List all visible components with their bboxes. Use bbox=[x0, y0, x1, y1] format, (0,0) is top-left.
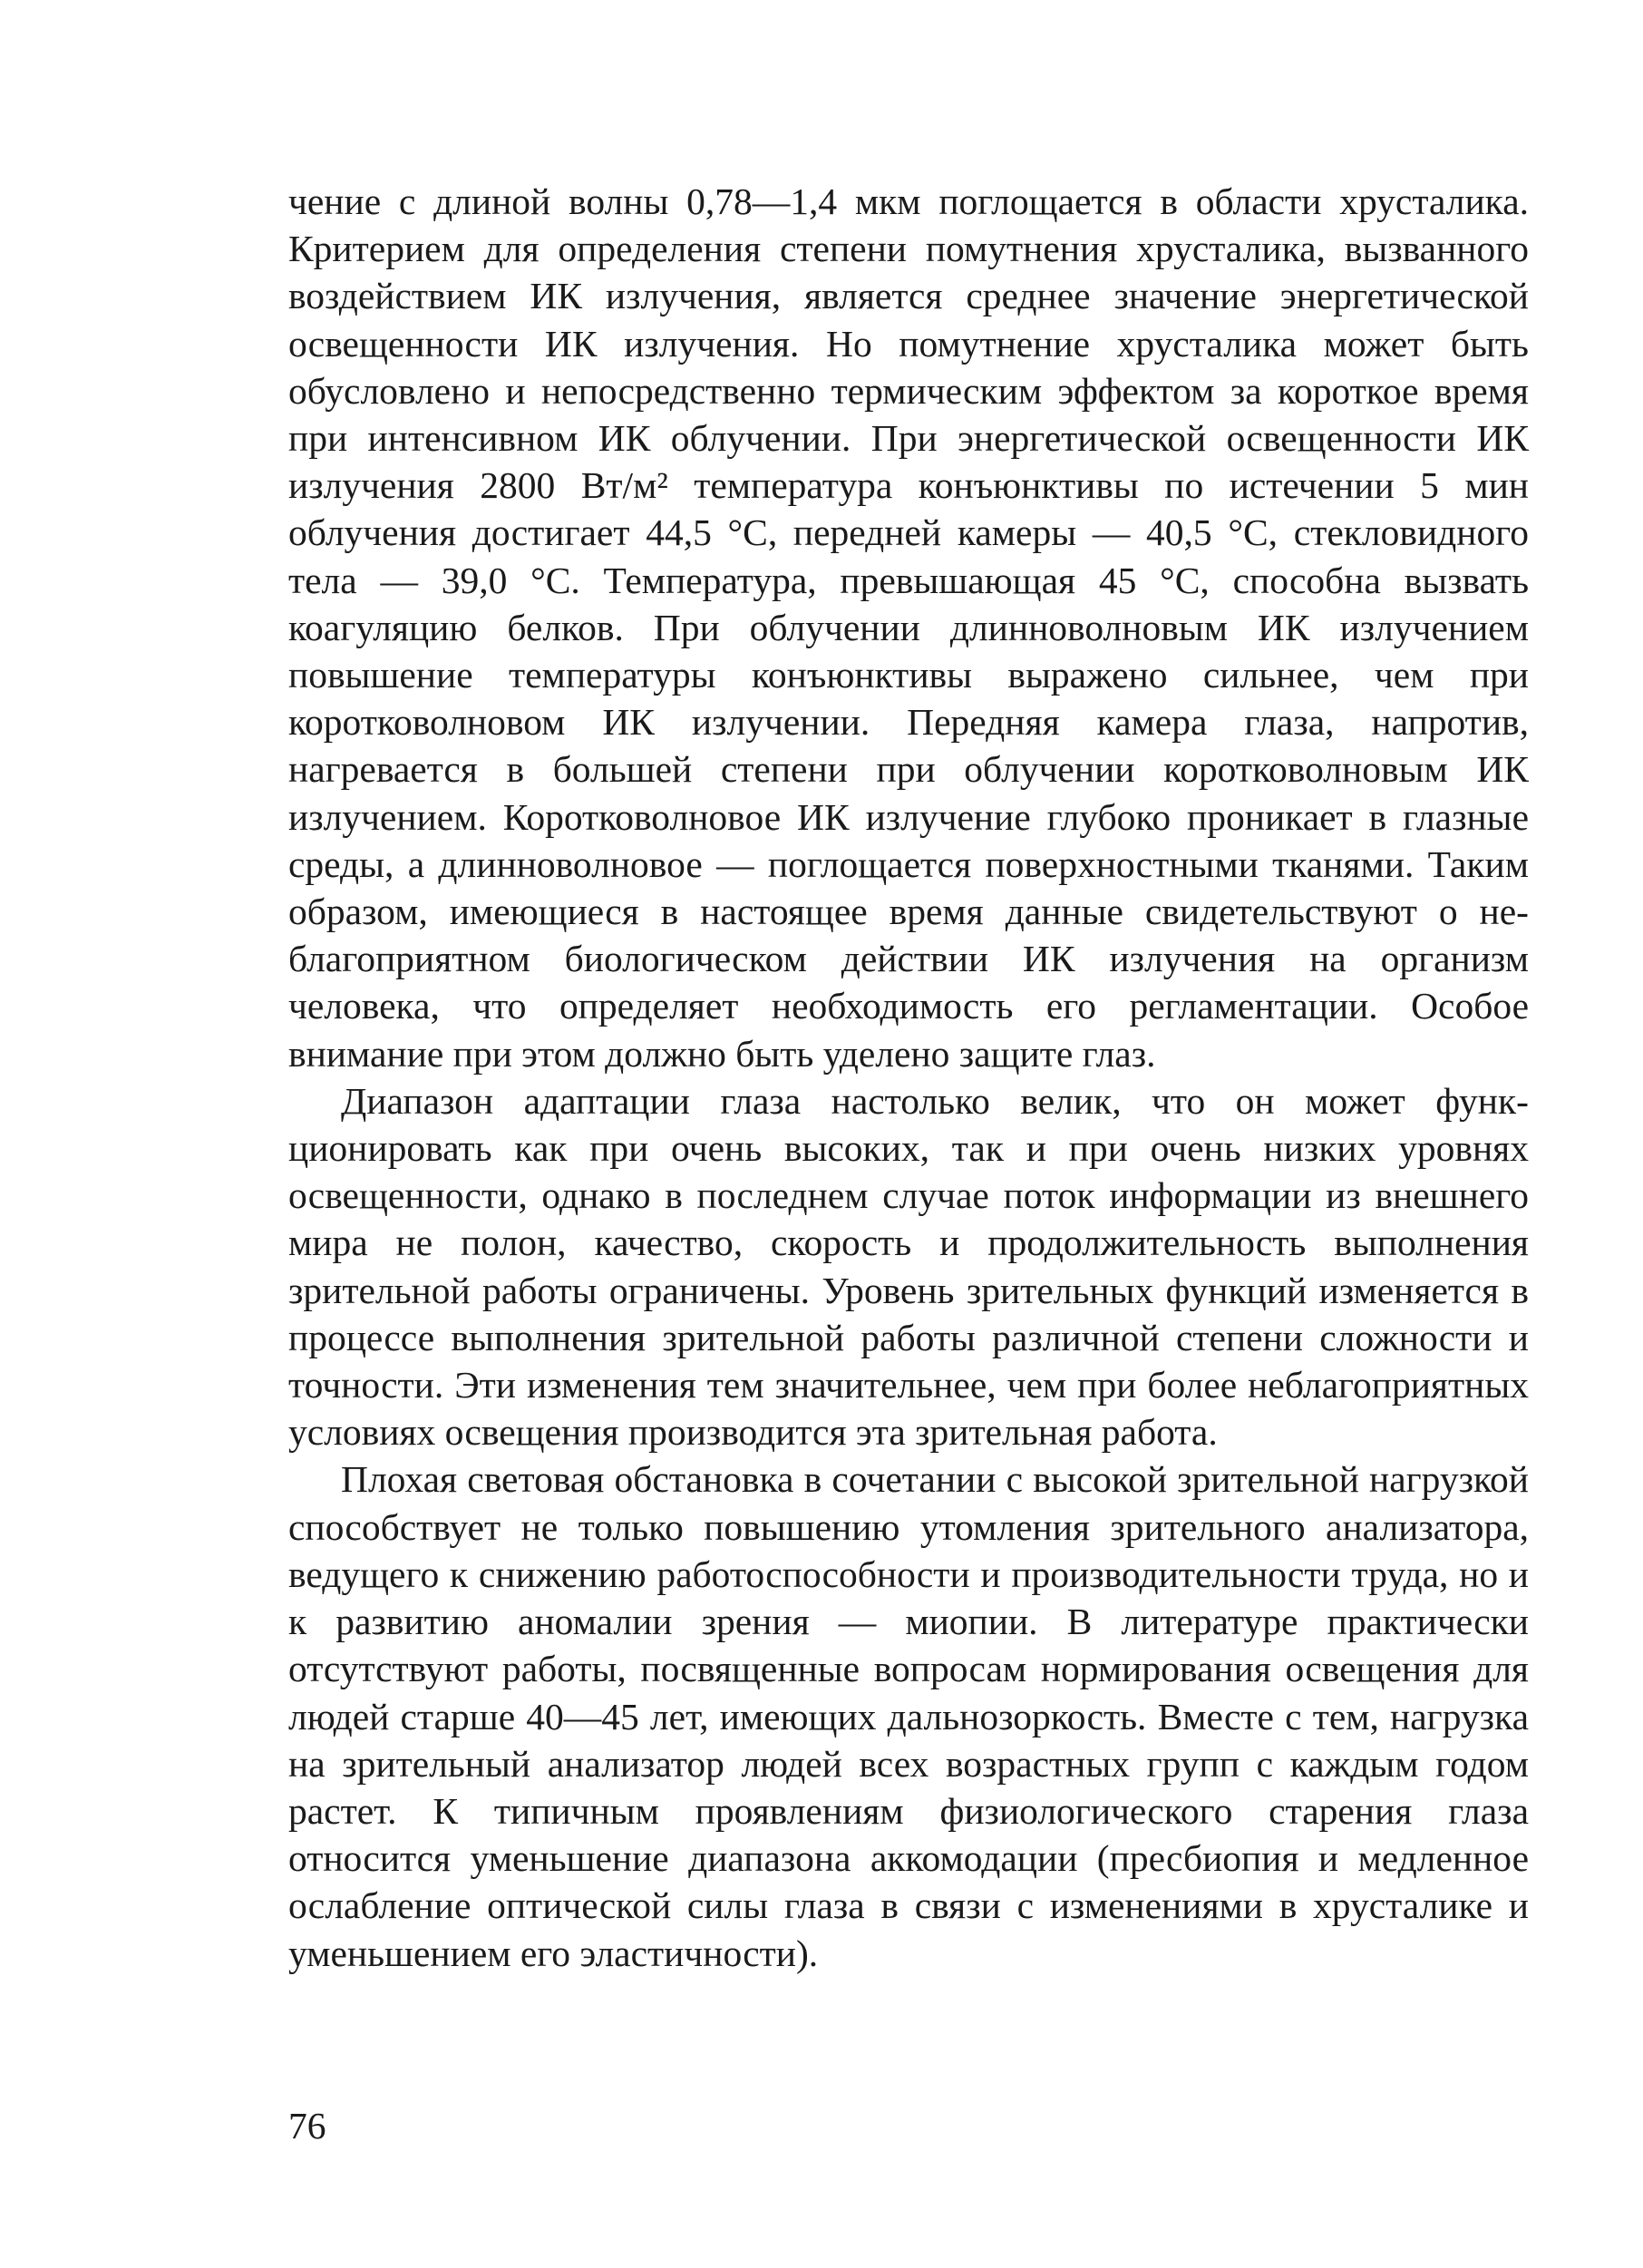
paragraph-lighting-conditions: Плохая световая обстановка в сочетании с высокой зрительной нагрузкой способствует не только повышению утомления зрительного анализатора, ведущего к снижению работоспособности и производительности труда, но и к развитию аномалии зрения — миопии. В литературе практически отсутствуют работы, посвященные вопросам нормирования освещения для людей старше 40—45 лет, имеющих дальнозоркость. Вместе с тем, нагрузка на зрительный анализатор людей всех возрастных групп с каждым годом растет. К типичным проявлениям физиологического старения глаза относится уменьшение диапазона аккомодации (пресбиопия и медленное ослабление оптической силы глаза в связи с изменениями в хрусталике и уменьшением его эластичности). bbox=[288, 1458, 1529, 1974]
body-text bbox=[288, 178, 1529, 1977]
paragraph-eye-adaptation: Диапазон адаптации глаза настолько велик, что он может функционировать как при очень высоких, так и при очень низких уровнях освещенности, однако в последнем случае поток информации из внешнего мира не полон, качество, скорость и продолжительность выполнения зрительной работы ограничены. Уровень зрительных функций изменяется в процессе выполнения зрительной работы различной степени сложности и точности. Эти изменения тем значительнее, чем при более неблагоприятных условиях освещения производится эта зрительная работа. bbox=[288, 1079, 1529, 1454]
page-number: 76 bbox=[288, 2105, 326, 2146]
paragraph-ir-radiation: чение с длиной волны 0,78—1,4 мкм поглощается в области хрусталика. Критерием для определения степени помутнения хрусталика, вызванного воздействием ИК излучения, является среднее значение энергетической освещенности ИК излучения. Но помутнение хрусталика может быть обусловлено и непосредственно термическим эффектом за короткое время при интенсивном ИК облучении. При энергетической освещенности ИК излучения 2800 Вт/м² температура конъюнктивы по истечении 5 мин облучения достигает 44,5 °С, передней камеры — 40,5 °С, стекловидного тела — 39,0 °С. Температура, превышающая 45 °С, способна вызвать коагуляцию белков. При облучении длинноволновым ИК излучением повышение температуры конъюнктивы выражено сильнее, чем при коротковолновом ИК излучении. Передняя камера глаза, напротив, нагревается в большей степени при облучении коротковолновым ИК излучением. Коротковолновое ИК излучение глубоко проникает в глазные среды, а длинноволновое — поглощается поверхностными тканями. Таким образом, имеющиеся в настоящее время данные свидетельствуют о неблагоприятном биологическом действии ИК излучения на организм человека, что определяет необходимость его регламентации. Особое внимание при этом должно быть уделено защите глаз. bbox=[288, 180, 1529, 1075]
